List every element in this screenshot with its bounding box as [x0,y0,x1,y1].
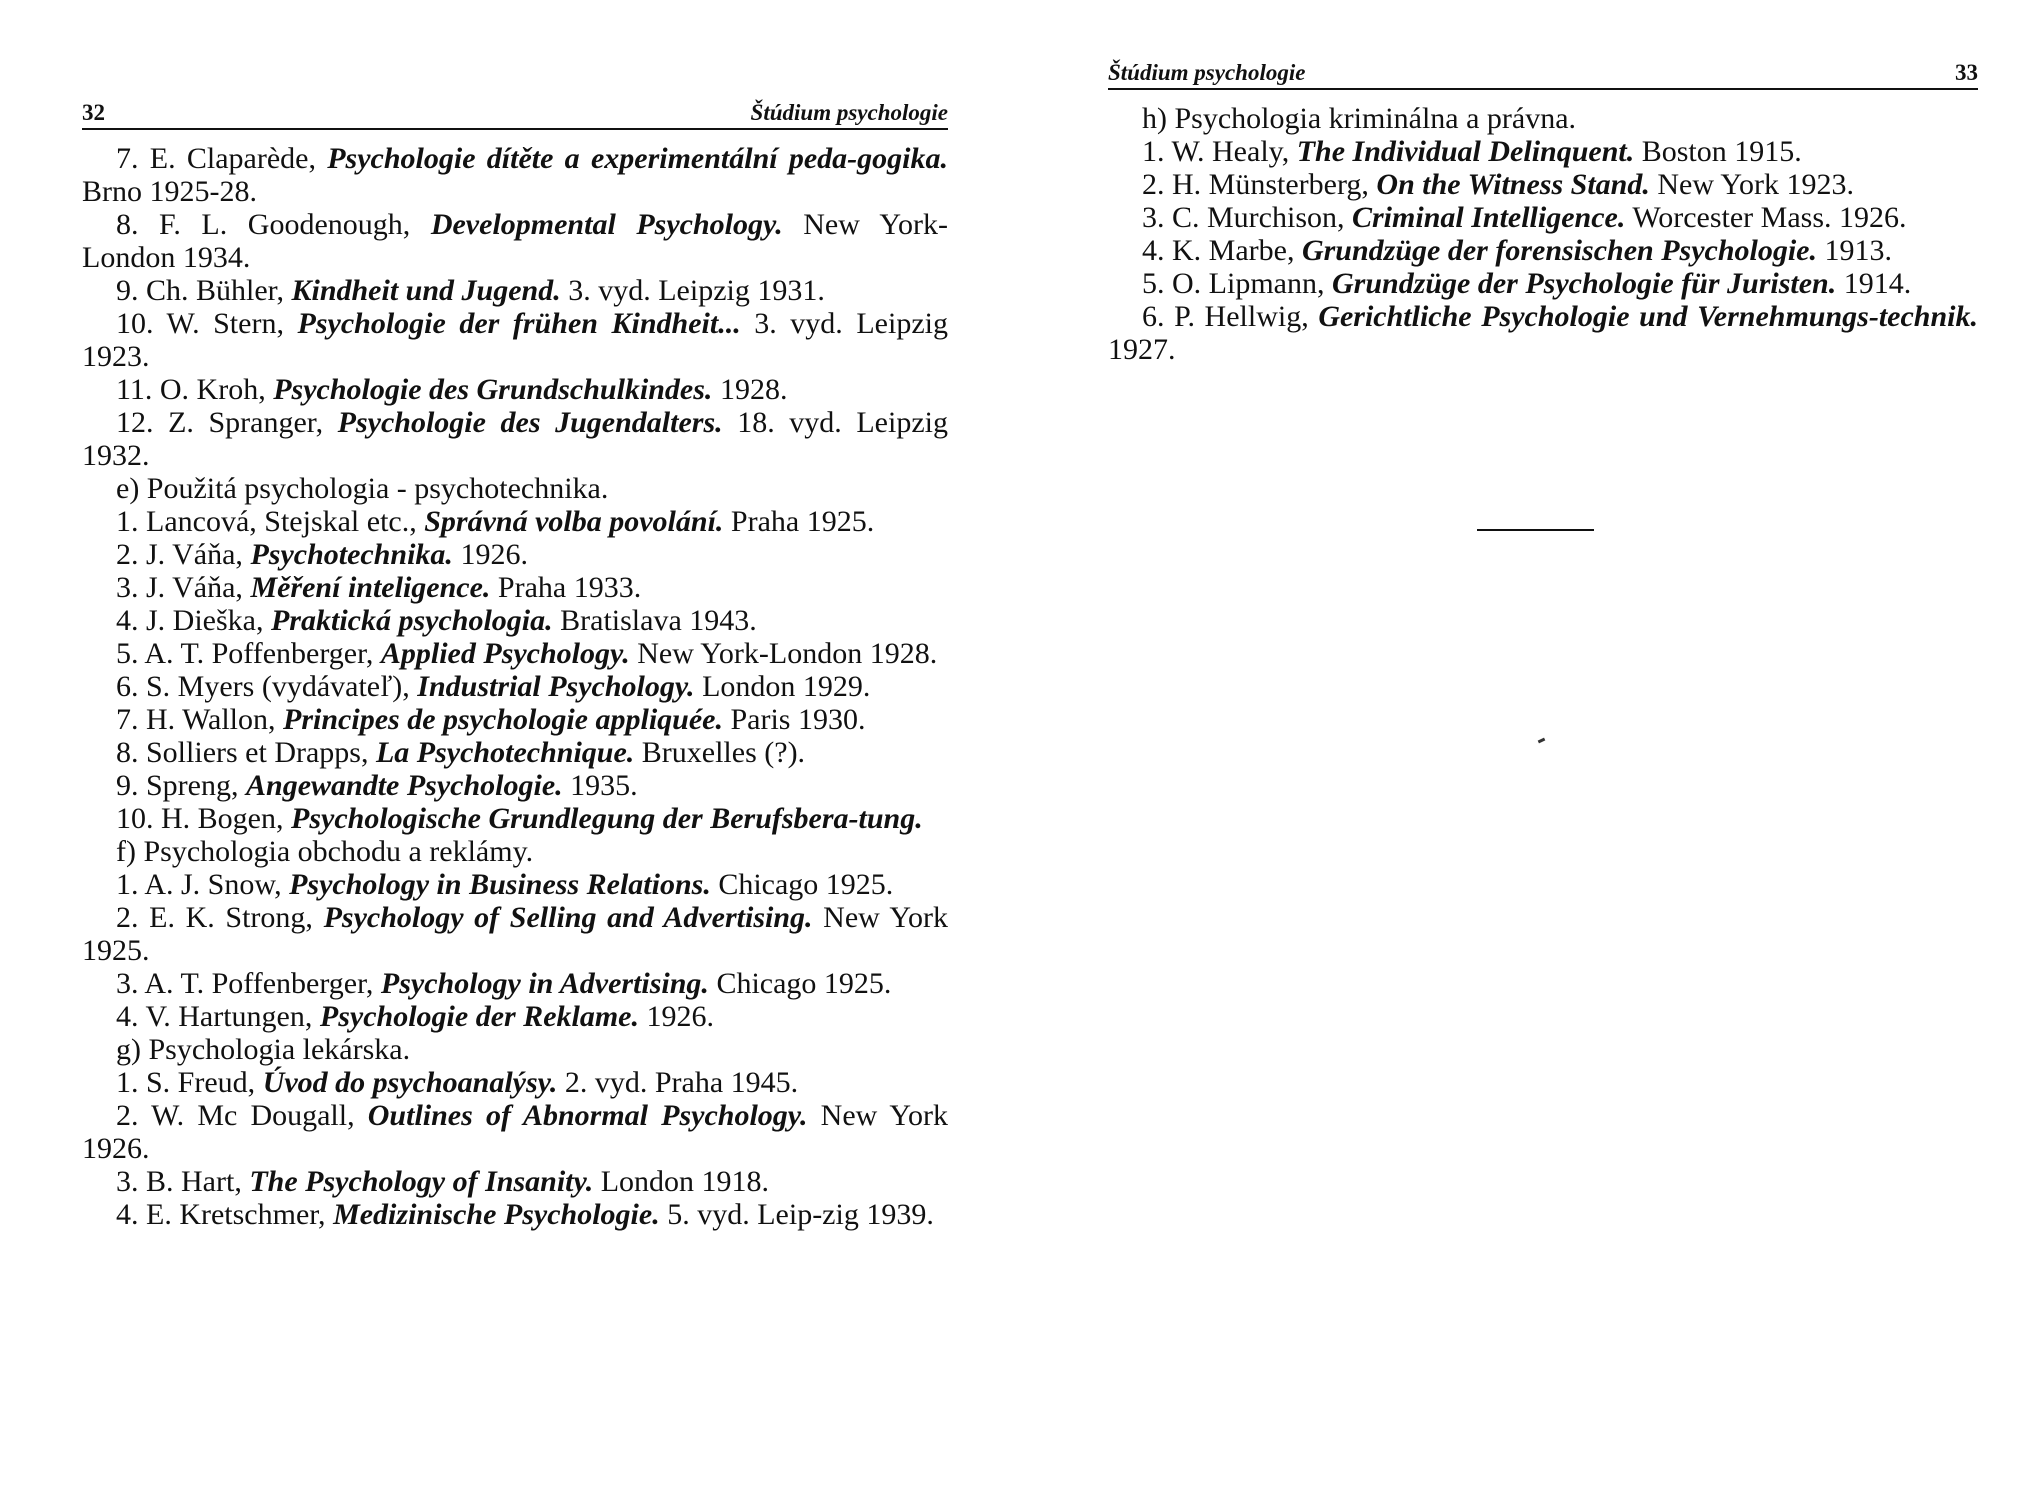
entry-publication: Brno 1925-28. [82,175,257,208]
entry-text: 3. J. Váňa, [116,571,251,604]
entry-title: Grundzüge der Psychologie für Juristen. [1331,267,1837,300]
entry-publication: New York-London 1928. [629,637,938,670]
entry-publication: Chicago 1925. [708,967,892,1000]
entry-publication: 1926. [639,1000,714,1033]
bibliography-entry [82,1033,948,1066]
bibliography-entry [82,538,948,571]
entry-text: 9. Spreng, [116,769,246,802]
entry-publication: 3. vyd. Leipzig 1931. [560,274,825,307]
entry-title: Psychology in Business Relations. [289,868,711,901]
bibliography-entry [82,703,948,736]
entry-text: e) Použitá psychologia - psychotechnika. [116,472,609,505]
bibliography-entry [82,274,948,307]
entry-publication: New York-London 1934. [82,208,948,274]
entry-title: Měření inteligence. [250,571,491,604]
entry-text: g) Psychologia lekárska. [116,1033,411,1066]
running-head [82,100,948,130]
bibliography-entry [82,1099,948,1165]
entry-publication: 1914. [1836,267,1912,300]
entry-publication: London 1929. [694,670,871,703]
entry-text: 4. E. Kretschmer, [116,1198,334,1231]
bibliography-entry [82,604,948,637]
entry-text: h) Psychologia kriminálna a právna. [1142,102,1577,135]
entry-publication: 1927. [1108,333,1176,366]
bibliography-entry [82,802,948,835]
bibliography-entry [82,1000,948,1033]
entry-title: Medizinische Psychologie. [333,1198,660,1231]
entry-publication: Paris 1930. [722,703,866,736]
bibliography-entry [82,835,948,868]
entry-publication: Bratislava 1943. [552,604,757,637]
entry-title: Grundzüge der forensischen Psychologie. [1301,234,1817,267]
entry-title: Criminal Intelligence. [1352,201,1626,234]
left-page [82,100,948,1231]
entry-title: Psychology of Selling and Advertising. [323,901,813,934]
entry-publication: 2. vyd. Praha 1945. [557,1066,799,1099]
entry-text: 12. Z. Spranger, [116,406,338,439]
entry-title: Psychologie der Reklame. [319,1000,639,1033]
bibliography-entry [82,406,948,472]
entry-text: 8. F. L. Goodenough, [116,208,431,241]
bibliography-entry [82,1165,948,1198]
running-title: Štúdium psychologie [1108,60,1306,85]
bibliography-entry [1108,234,1978,267]
entry-title: Applied Psychology. [380,637,630,670]
entry-title: Praktická psychologia. [270,604,553,637]
bibliography-entry [1108,135,1978,168]
bibliography-entry [82,505,948,538]
entry-publication: 18. vyd. Leipzig 1932. [82,406,948,472]
end-rule [1477,529,1594,531]
entry-title: The Psychology of Insanity. [249,1165,594,1198]
entry-text: 5. O. Lipmann, [1142,267,1332,300]
bibliography-entry [1108,201,1978,234]
entry-title: Správná volba povolání. [424,505,724,538]
entry-title: Psychotechnika. [250,538,453,571]
entry-title: Gerichtliche Psychologie und Vernehmungs-technik. [1318,300,1978,333]
entry-publication: Chicago 1925. [710,868,894,901]
entry-publication: Worcester Mass. 1926. [1625,201,1907,234]
entry-text: 4. V. Hartungen, [116,1000,320,1033]
entry-publication: New York 1926. [82,1099,948,1165]
entry-text: 4. J. Dieška, [116,604,271,637]
entry-title: The Individual Delinquent. [1296,135,1635,168]
entry-text: 11. O. Kroh, [116,373,274,406]
entry-title: Angewandte Psychologie. [246,769,563,802]
entry-title: Psychologie des Grundschulkindes. [273,373,713,406]
entry-title: Psychologische Grundlegung der Berufsbera-tung. [291,802,923,835]
entry-publication: Praha 1925. [723,505,875,538]
entry-text: 6. S. Myers (vydávateľ), [116,670,418,703]
entry-text: 1. S. Freud, [116,1066,263,1099]
entry-text: f) Psychologia obchodu a reklámy. [116,835,534,868]
bibliography-entry [82,307,948,373]
entry-text: 3. A. T. Poffenberger, [116,967,381,1000]
entry-publication: London 1918. [593,1165,770,1198]
entry-text: 7. H. Wallon, [116,703,284,736]
bibliography-entry [82,142,948,208]
entry-publication: Praha 1933. [490,571,642,604]
entry-title: La Psychotechnique. [375,736,635,769]
entry-title: Úvod do psychoanalýsy. [262,1066,558,1099]
entry-title: Developmental Psychology. [430,208,783,241]
bibliography-entry [82,736,948,769]
entry-publication: 1913. [1817,234,1892,267]
entry-text: 8. Solliers et Drapps, [116,736,376,769]
bibliography-entry [82,967,948,1000]
entry-text: 2. J. Váňa, [116,538,251,571]
entry-title: Psychology in Advertising. [380,967,709,1000]
entry-publication: 1926. [452,538,528,571]
right-page [1108,60,1978,366]
bibliography-entry [1108,102,1978,135]
entry-publication: New York 1925. [82,901,948,967]
entry-publication: 3. vyd. Leipzig 1923. [82,307,948,373]
page-number: 33 [1955,60,1978,85]
bibliography-entry [82,571,948,604]
entry-text: 6. P. Hellwig, [1142,300,1319,333]
running-title: Štúdium psychologie [750,100,948,125]
entry-publication: Bruxelles (?). [634,736,806,769]
entry-publication: Boston 1915. [1634,135,1802,168]
print-speck [1538,738,1546,744]
entry-title: Psychologie dítěte a experimentální peda-gogika. [327,142,949,175]
entry-text: 1. A. J. Snow, [116,868,290,901]
entry-title: On the Witness Stand. [1376,168,1650,201]
entry-publication: 1935. [562,769,638,802]
bibliography-entry [82,208,948,274]
bibliography-entry [82,373,948,406]
entry-text: 5. A. T. Poffenberger, [116,637,381,670]
running-head [1108,60,1978,90]
entry-text: 3. C. Murchison, [1142,201,1352,234]
entry-publication: 1928. [712,373,788,406]
entry-publication: 5. vyd. Leip-zig 1939. [659,1198,934,1231]
entry-text: 10. W. Stern, [116,307,298,340]
bibliography-entry [1108,267,1978,300]
bibliography-entry [1108,168,1978,201]
bibliography-entry [82,670,948,703]
entry-title: Kindheit und Jugend. [291,274,561,307]
entry-text: 4. K. Marbe, [1142,234,1302,267]
entry-text: 2. W. Mc Dougall, [116,1099,368,1132]
bibliography-entry [1108,300,1978,366]
entry-text: 1. Lancová, Stejskal etc., [116,505,425,538]
bibliography-entry [82,637,948,670]
bibliography-entry [82,868,948,901]
bibliography-entry [82,1198,948,1231]
entry-text: 3. B. Hart, [116,1165,250,1198]
entry-title: Psychologie des Jugendalters. [337,406,723,439]
entry-publication: New York 1923. [1649,168,1855,201]
entry-title: Psychologie der frühen Kindheit... [297,307,741,340]
entry-text: 2. H. Münsterberg, [1142,168,1377,201]
entry-text: 2. E. K. Strong, [116,901,324,934]
entry-text: 10. H. Bogen, [116,802,291,835]
entry-title: Outlines of Abnormal Psychology. [367,1099,808,1132]
page-number: 32 [82,100,105,125]
entry-text: 9. Ch. Bühler, [116,274,292,307]
bibliography-entry [82,901,948,967]
bibliography-entry [82,1066,948,1099]
entry-text: 1. W. Healy, [1142,135,1297,168]
bibliography-entry [82,472,948,505]
bibliography-entry [82,769,948,802]
entry-text: 7. E. Claparède, [116,142,328,175]
entry-title: Principes de psychologie appliquée. [283,703,723,736]
entry-title: Industrial Psychology. [417,670,695,703]
bibliography-list [1108,102,1978,366]
bibliography-list [82,142,948,1231]
